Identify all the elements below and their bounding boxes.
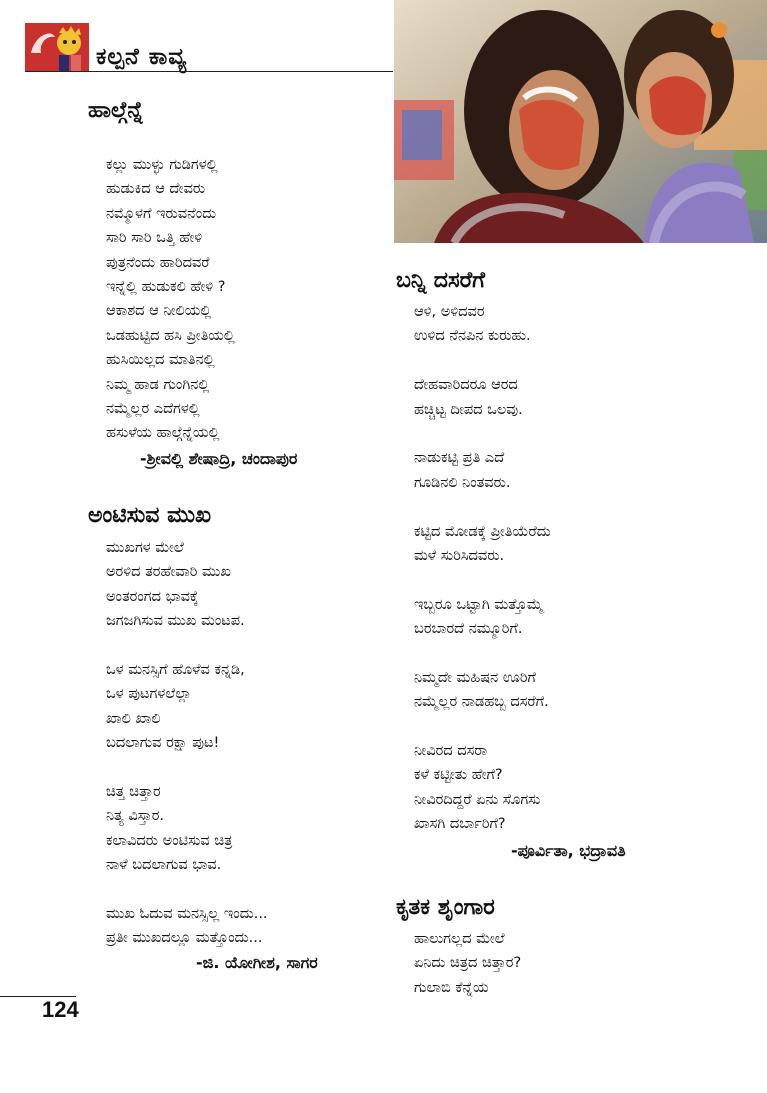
poem-line: ಏನಿದು ಚಿತ್ರದ ಚಿತ್ತಾರ? — [414, 955, 522, 972]
section-title: ಕಲ್ಪನೆ ಕಾವ್ಯ — [96, 44, 188, 70]
poem-line: ಉಳಿದ ನೆನಪಿನ ಕುರುಹು. — [414, 328, 531, 345]
poem-line: ಆಳಿ, ಅಳಿದವರ — [414, 304, 485, 320]
poem-title-halgenne: ಹಾಲ್ಗೆನ್ನೆ — [88, 98, 144, 123]
stanza-gap — [106, 634, 268, 658]
stanza-gap — [414, 349, 551, 373]
poem-line: ಚಿತ್ತ ಚಿತ್ತಾರ — [106, 783, 161, 800]
poem-line: ಸಾರಿ ಸಾರಿ ಒತ್ತಿ ಹೇಳಿ — [106, 230, 203, 247]
poem-line: ನಾಡುಕಟ್ಟಿ ಪ್ರತಿ ಎದೆ — [414, 450, 505, 467]
poem-line: ಹಾಲುಗಲ್ಲದ ಮೇಲೆ — [414, 931, 505, 947]
poem-line: ಅರಳಿದ ತರಹೇವಾರಿ ಮುಖ — [106, 564, 231, 581]
poem-author: -ಜಿ. ಯೋಗೀಶ, ಸಾಗರ — [196, 953, 318, 972]
page-number: 124 — [42, 997, 79, 1022]
stanza-gap — [414, 715, 551, 739]
poem-line: ಹಚ್ಚಿಟ್ಟ ದೀಪದ ಒಲವು. — [414, 401, 523, 418]
poem-line: ಪುತ್ರನೆಂದು ಹಾರಿದವರೆ — [106, 254, 210, 271]
header-divider — [25, 71, 393, 72]
stanza-gap — [414, 422, 551, 446]
poem-line: ಮುಖ ಓದುವ ಮನಸ್ಸಿಲ್ಲ ಇಂದು... — [106, 905, 268, 922]
poem-line: ನೀವಿರದ ದಸರಾ — [414, 743, 488, 760]
stanza-gap — [106, 877, 268, 901]
poem-body-banni-dasarege — [414, 300, 551, 837]
poem-title-krutaka-shrungara: ಕೃತಕ ಶೃಂಗಾರ — [396, 895, 495, 920]
poem-line: ನಮ್ಮೊಳಗೆ ಇರುವನೆಂದು — [106, 205, 217, 222]
poem-line: ಹುಡುಕಿದ ಆ ದೇವರು — [106, 181, 206, 198]
poem-line: ಗುಲಾಬಿ ಕೆನ್ನೆಯ — [414, 979, 489, 996]
poem-line: ಇನ್ನೆಲ್ಲಿ ಹುಡುಕಲಿ ಹೇಳಿ ? — [106, 278, 226, 295]
poem-line: ಬದಲಾಗುವ ರಕ್ಷಾ ಪುಟ! — [106, 735, 220, 752]
poem-body-halgenne — [106, 153, 235, 446]
poem-line: ನಿಮ್ಮದೇ ಮಹಿಷನ ಊರಿಗೆ — [414, 669, 536, 686]
poem-line: ಒಳ ಪುಟಗಳಲೆಲ್ಲಾ — [106, 686, 192, 703]
poem-body-krutaka-shrungara — [414, 927, 521, 1000]
poem-title-banni-dasarege: ಬನ್ನಿ ದಸರೆಗೆ — [396, 268, 485, 293]
poem-line: ನಮ್ಮೆಲ್ಲರ ನಾಡಹಬ್ಬ ದಸರೆಗೆ. — [414, 694, 549, 711]
poem-line: ದೇಹವಾರಿದರೂ ಆರದ — [414, 377, 518, 394]
poem-line: ಹುಸಿಯಿಲ್ಲದ ಮಾತಿನಲ್ಲಿ — [106, 352, 215, 369]
stanza-gap — [414, 568, 551, 592]
poem-line: ಅಂತರಂಗದ ಭಾವಕ್ಕೆ — [106, 588, 199, 605]
poem-author: -ಶ್ರೀವಲ್ಲಿ ಶೇಷಾದ್ರಿ, ಚಂದಾಪುರ — [140, 449, 298, 468]
poem-author: -ಪೂರ್ವಿತಾ, ಭದ್ರಾವತಿ — [511, 841, 626, 860]
poem-line: ಮುಖಗಳ ಮೇಲೆ — [106, 540, 184, 556]
poem-line: ಖಾಲಿ ಖಾಲಿ — [106, 710, 161, 727]
poem-line: ನಿತ್ಯ ವಿಸ್ತಾರ. — [106, 808, 165, 825]
poem-line: ಕಲ್ಲು ಮುಳ್ಳು ಗುಡಿಗಳಲ್ಲಿ — [106, 157, 218, 173]
stanza-gap — [414, 641, 551, 665]
poem-line: ನಾಳೆ ಬದಲಾಗುವ ಭಾವ. — [106, 857, 222, 874]
poem-line: ಒಡಹುಟ್ಟಿದ ಹಸಿ ಪ್ರೀತಿಯಲ್ಲಿ — [106, 327, 235, 344]
poem-line: ನಮ್ಮೆಲ್ಲರ ಎದೆಗಳಲ್ಲಿ — [106, 400, 200, 417]
poem-line: ಮಳೆ ಸುರಿಸಿದವರು. — [414, 547, 505, 564]
stanza-gap — [414, 495, 551, 519]
header-photo — [394, 0, 767, 243]
section-logo — [25, 23, 89, 71]
poem-line: ಇಬ್ಬರೂ ಒಟ್ಟಾಗಿ ಮತ್ತೊಮ್ಮೆ — [414, 596, 544, 613]
poem-line: ಖಾಸಗಿ ದರ್ಬಾರಿಗೆ? — [414, 816, 506, 833]
poem-line: ಒಳ ಮನಸ್ಸಿಗೆ ಹೊಳೆವ ಕನ್ನಡಿ, — [106, 661, 245, 678]
poem-line: ಗೂಡಿನಲಿ ನಿಂತವರು. — [414, 474, 511, 491]
poem-title-antisuva-mukha: ಅಂಟಿಸುವ ಮುಖ — [88, 503, 212, 528]
poem-line: ಆಕಾಶದ ಆ ನೀಲಿಯಲ್ಲಿ — [106, 303, 212, 320]
poem-line: ನಿಮ್ಮ ಹಾಡ ಗುಂಗಿನಲ್ಲಿ — [106, 376, 210, 393]
poem-body-antisuva-mukha — [106, 536, 268, 951]
stanza-gap — [106, 756, 268, 780]
poem-line: ಕಲಾವಿದರು ಅಂಟಿಸುವ ಚಿತ್ರ — [106, 832, 233, 849]
poem-line: ಹಸುಳೆಯ ಹಾಲ್ಗೆನ್ನೆಯಲ್ಲಿ — [106, 425, 220, 442]
poem-line: ಪ್ರತೀ ಮುಖದಲ್ಲೂ ಮತ್ತೊಂದು... — [106, 930, 263, 947]
poem-line: ಜಗಜಗಿಸುವ ಮುಖ ಮಂಟಪ. — [106, 613, 245, 630]
poem-line: ಕಟ್ಟಿದ ಮೋಡಕ್ಕೆ ಪ್ರೀತಿಯೆರೆದು — [414, 523, 551, 540]
poem-line: ನೀವಿರದಿದ್ದರೆ ಏನು ಸೊಗಸು — [414, 791, 541, 808]
poem-line: ಕಳೆ ಕಟ್ಟೀತು ಹೇಗೆ? — [414, 767, 503, 784]
poem-line: ಬರಬಾರದೆ ನಮ್ಮೂರಿಗೆ. — [414, 621, 523, 638]
